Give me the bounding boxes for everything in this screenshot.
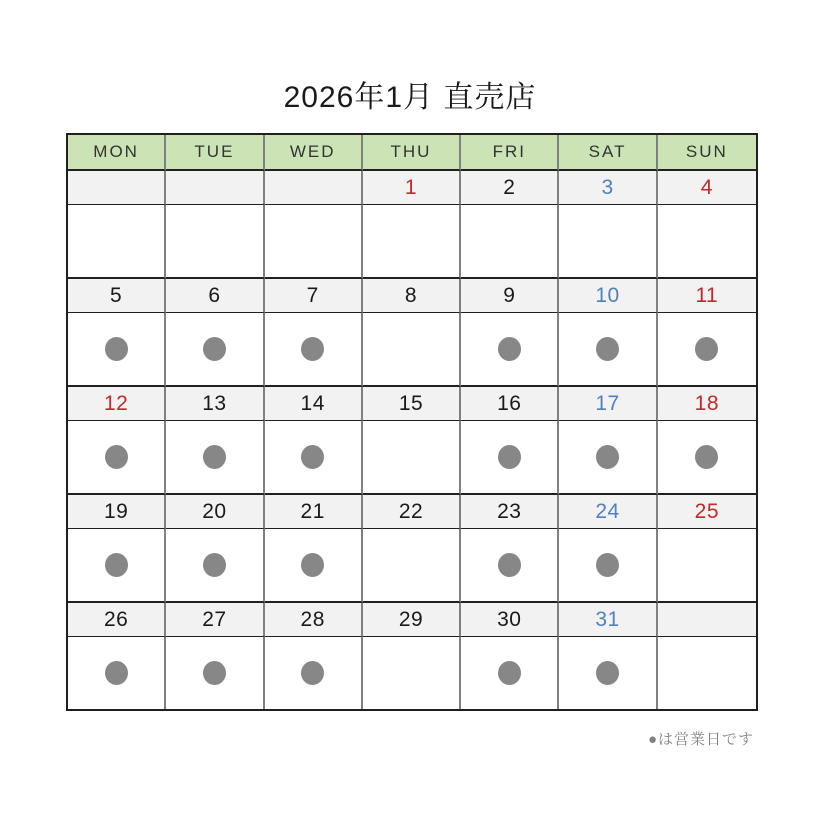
closed-day-cell — [363, 421, 461, 495]
open-day-cell-23 — [461, 529, 559, 603]
open-day-dot — [695, 445, 718, 469]
weekday-header-mon: MON — [68, 135, 166, 171]
open-day-cell-16 — [461, 421, 559, 495]
date-cell-14: 14 — [265, 387, 363, 421]
date-cell-1: 1 — [363, 171, 461, 205]
open-day-dot — [596, 337, 619, 361]
open-day-dot — [695, 337, 718, 361]
date-cell-19: 19 — [68, 495, 166, 529]
date-cell-31: 31 — [559, 603, 657, 637]
date-cell-11: 11 — [658, 279, 756, 313]
date-cell-20: 20 — [166, 495, 264, 529]
open-day-cell-10 — [559, 313, 657, 387]
date-cell-26: 26 — [68, 603, 166, 637]
open-day-dot — [301, 553, 324, 577]
date-cell-17: 17 — [559, 387, 657, 421]
closed-day-cell — [363, 529, 461, 603]
closed-day-cell — [363, 637, 461, 709]
date-cell-3: 3 — [559, 171, 657, 205]
open-day-cell-18 — [658, 421, 756, 495]
week-2-date-row — [68, 279, 756, 313]
date-cell-13: 13 — [166, 387, 264, 421]
open-day-cell-5 — [68, 313, 166, 387]
open-day-dot — [596, 553, 619, 577]
page-title: 2026年1月 直売店 — [283, 81, 537, 114]
open-day-cell-9 — [461, 313, 559, 387]
weekday-header-sat: SAT — [559, 135, 657, 171]
week-4-open-row — [68, 529, 756, 603]
open-day-cell-13 — [166, 421, 264, 495]
open-day-cell-31 — [559, 637, 657, 709]
date-cell-empty — [166, 171, 264, 205]
open-day-dot — [498, 661, 521, 685]
weekday-header-row — [68, 135, 756, 171]
date-cell-28: 28 — [265, 603, 363, 637]
closed-day-cell — [461, 205, 559, 279]
open-day-cell-30 — [461, 637, 559, 709]
open-day-dot — [105, 553, 128, 577]
date-cell-empty — [68, 171, 166, 205]
open-day-dot — [105, 445, 128, 469]
open-day-dot — [301, 337, 324, 361]
open-day-dot — [596, 661, 619, 685]
open-day-dot — [203, 661, 226, 685]
date-cell-9: 9 — [461, 279, 559, 313]
open-day-cell-24 — [559, 529, 657, 603]
open-day-dot — [596, 445, 619, 469]
closed-day-cell — [363, 205, 461, 279]
closed-day-cell — [658, 529, 756, 603]
weekday-header-wed: WED — [265, 135, 363, 171]
closed-day-cell — [658, 637, 756, 709]
weekday-header-tue: TUE — [166, 135, 264, 171]
open-day-dot — [498, 337, 521, 361]
week-5-date-row — [68, 603, 756, 637]
open-day-dot — [203, 445, 226, 469]
closed-day-cell — [68, 205, 166, 279]
date-cell-6: 6 — [166, 279, 264, 313]
weekday-header-sun: SUN — [658, 135, 756, 171]
week-2-open-row — [68, 313, 756, 387]
week-1-open-row — [68, 205, 756, 279]
open-day-cell-19 — [68, 529, 166, 603]
closed-day-cell — [265, 205, 363, 279]
open-day-cell-21 — [265, 529, 363, 603]
open-day-dot — [105, 661, 128, 685]
weekday-header-fri: FRI — [461, 135, 559, 171]
date-cell-4: 4 — [658, 171, 756, 205]
open-day-dot — [203, 553, 226, 577]
open-day-dot — [301, 445, 324, 469]
open-day-cell-26 — [68, 637, 166, 709]
date-cell-7: 7 — [265, 279, 363, 313]
date-cell-25: 25 — [658, 495, 756, 529]
date-cell-21: 21 — [265, 495, 363, 529]
weekday-header-thu: THU — [363, 135, 461, 171]
open-day-cell-27 — [166, 637, 264, 709]
week-3-open-row — [68, 421, 756, 495]
open-day-cell-17 — [559, 421, 657, 495]
date-cell-12: 12 — [68, 387, 166, 421]
date-cell-empty — [265, 171, 363, 205]
open-day-cell-20 — [166, 529, 264, 603]
closed-day-cell — [658, 205, 756, 279]
open-day-cell-28 — [265, 637, 363, 709]
week-5-open-row — [68, 637, 756, 709]
closed-day-cell — [166, 205, 264, 279]
open-day-cell-7 — [265, 313, 363, 387]
open-day-cell-6 — [166, 313, 264, 387]
date-cell-23: 23 — [461, 495, 559, 529]
open-day-cell-14 — [265, 421, 363, 495]
week-1-date-row — [68, 171, 756, 205]
date-cell-10: 10 — [559, 279, 657, 313]
open-day-dot — [498, 553, 521, 577]
date-cell-8: 8 — [363, 279, 461, 313]
closed-day-cell — [559, 205, 657, 279]
closed-day-cell — [363, 313, 461, 387]
date-cell-18: 18 — [658, 387, 756, 421]
open-day-dot — [203, 337, 226, 361]
calendar-table — [66, 133, 758, 711]
open-day-legend: ●は営業日です — [647, 731, 754, 748]
date-cell-29: 29 — [363, 603, 461, 637]
open-day-cell-12 — [68, 421, 166, 495]
date-cell-22: 22 — [363, 495, 461, 529]
date-cell-30: 30 — [461, 603, 559, 637]
week-3-date-row — [68, 387, 756, 421]
date-cell-27: 27 — [166, 603, 264, 637]
open-day-cell-11 — [658, 313, 756, 387]
open-day-dot — [105, 337, 128, 361]
open-day-dot — [301, 661, 324, 685]
date-cell-16: 16 — [461, 387, 559, 421]
open-day-dot — [498, 445, 521, 469]
date-cell-5: 5 — [68, 279, 166, 313]
date-cell-empty — [658, 603, 756, 637]
week-4-date-row — [68, 495, 756, 529]
date-cell-15: 15 — [363, 387, 461, 421]
date-cell-24: 24 — [559, 495, 657, 529]
date-cell-2: 2 — [461, 171, 559, 205]
